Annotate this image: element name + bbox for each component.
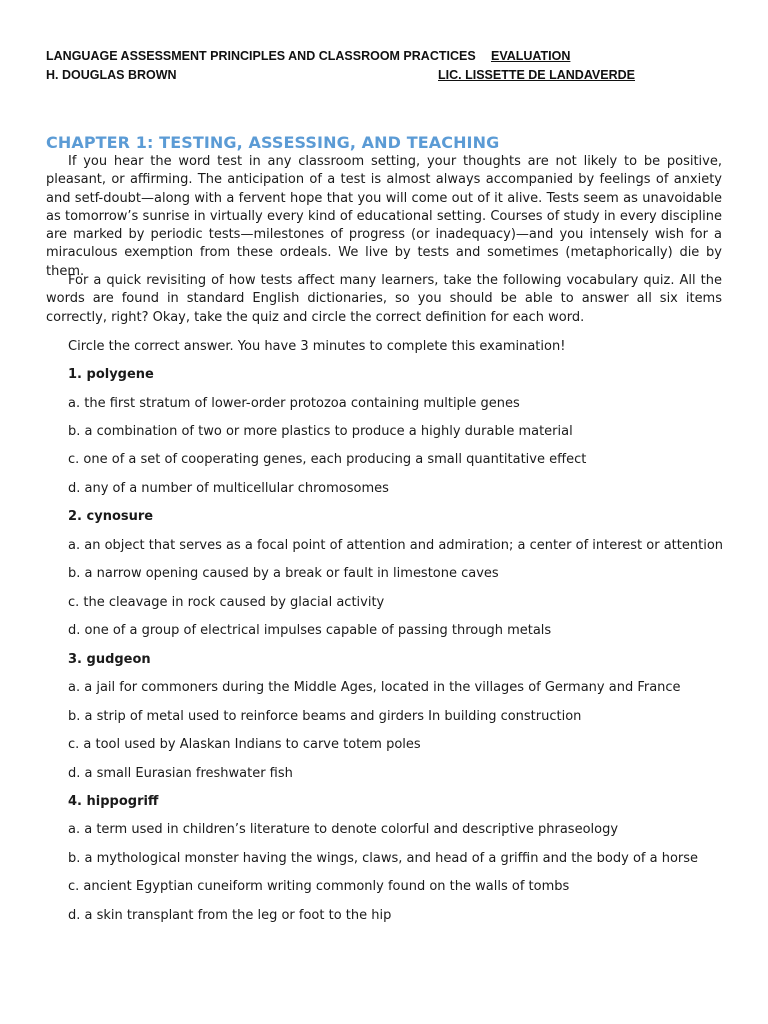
author-name: H. DOUGLAS BROWN [46, 68, 177, 82]
answer-option: a. a term used in children’s literature to denote colorful and descriptive phraseology [68, 822, 619, 837]
instructor-name: LIC. LISSETTE DE LANDAVERDE [438, 68, 636, 82]
answer-option: b. a combination of two or more plastics to produce a highly durable material [68, 424, 573, 439]
answer-option: b. a narrow opening caused by a break or fault in limestone caves [68, 566, 499, 581]
quiz-instruction: Circle the correct answer. You have 3 minutes to complete this examination! [68, 339, 566, 354]
answer-option: a. a jail for commoners during the Middle Ages, located in the villages of Germany and France [68, 680, 681, 695]
answer-option: b. a mythological monster having the wings, claws, and head of a griffin and the body of a horse [68, 851, 699, 866]
question-term: 4. hippogriff [68, 794, 159, 809]
quiz-intro-paragraph: For a quick revisiting of how tests affect many learners, take the following vocabulary quiz. All the words are found in standard English dictionaries, so you should be able to answer all six items correctly, right? Okay, take the quiz and circle the correct definition for each word. [46, 273, 722, 325]
answer-option: b. a strip of metal used to reinforce beams and girders In building construction [68, 709, 582, 724]
answer-option: d. any of a number of multicellular chromosomes [68, 481, 389, 496]
answer-option: a. an object that serves as a focal point of attention and admiration; a center of interest or attention [68, 538, 724, 553]
answer-option: c. one of a set of cooperating genes, each producing a small quantitative effect [68, 452, 587, 467]
answer-option: a. the first stratum of lower-order protozoa containing multiple genes [68, 396, 520, 411]
question-term: 3. gudgeon [68, 652, 151, 667]
answer-option: c. a tool used by Alaskan Indians to carve totem poles [68, 737, 421, 752]
evaluation-label: EVALUATION [491, 49, 571, 63]
answer-option: d. a skin transplant from the leg or foot to the hip [68, 908, 392, 923]
chapter-title: CHAPTER 1: TESTING, ASSESSING, AND TEACHING [46, 133, 500, 152]
course-title: LANGUAGE ASSESSMENT PRINCIPLES AND CLASSROOM PRACTICES [46, 49, 476, 63]
answer-option: d. one of a group of electrical impulses capable of passing through metals [68, 623, 552, 638]
answer-option: c. the cleavage in rock caused by glacial activity [68, 595, 385, 610]
answer-option: d. a small Eurasian freshwater fish [68, 766, 293, 781]
question-term: 1. polygene [68, 367, 154, 382]
answer-option: c. ancient Egyptian cuneiform writing commonly found on the walls of tombs [68, 879, 570, 894]
question-term: 2. cynosure [68, 509, 154, 524]
intro-paragraph: If you hear the word test in any classroom setting, your thoughts are not likely to be positive, pleasant, or affirming. The anticipation of a test is almost always accompanied by feelings of anxiety and setf-doubt—along with a fervent hope that you will come out of it alive. Tests seem as unavoidable as tomorrow’s sunrise in virtually every kind of educational setting. Courses of study in every discipline are marked by periodic tests—milestones of progress (or inadequacy)—and you intensely wish for a miraculous exemption from these ordeals. We live by tests and sometimes (metaphorically) die by them. [46, 154, 722, 279]
